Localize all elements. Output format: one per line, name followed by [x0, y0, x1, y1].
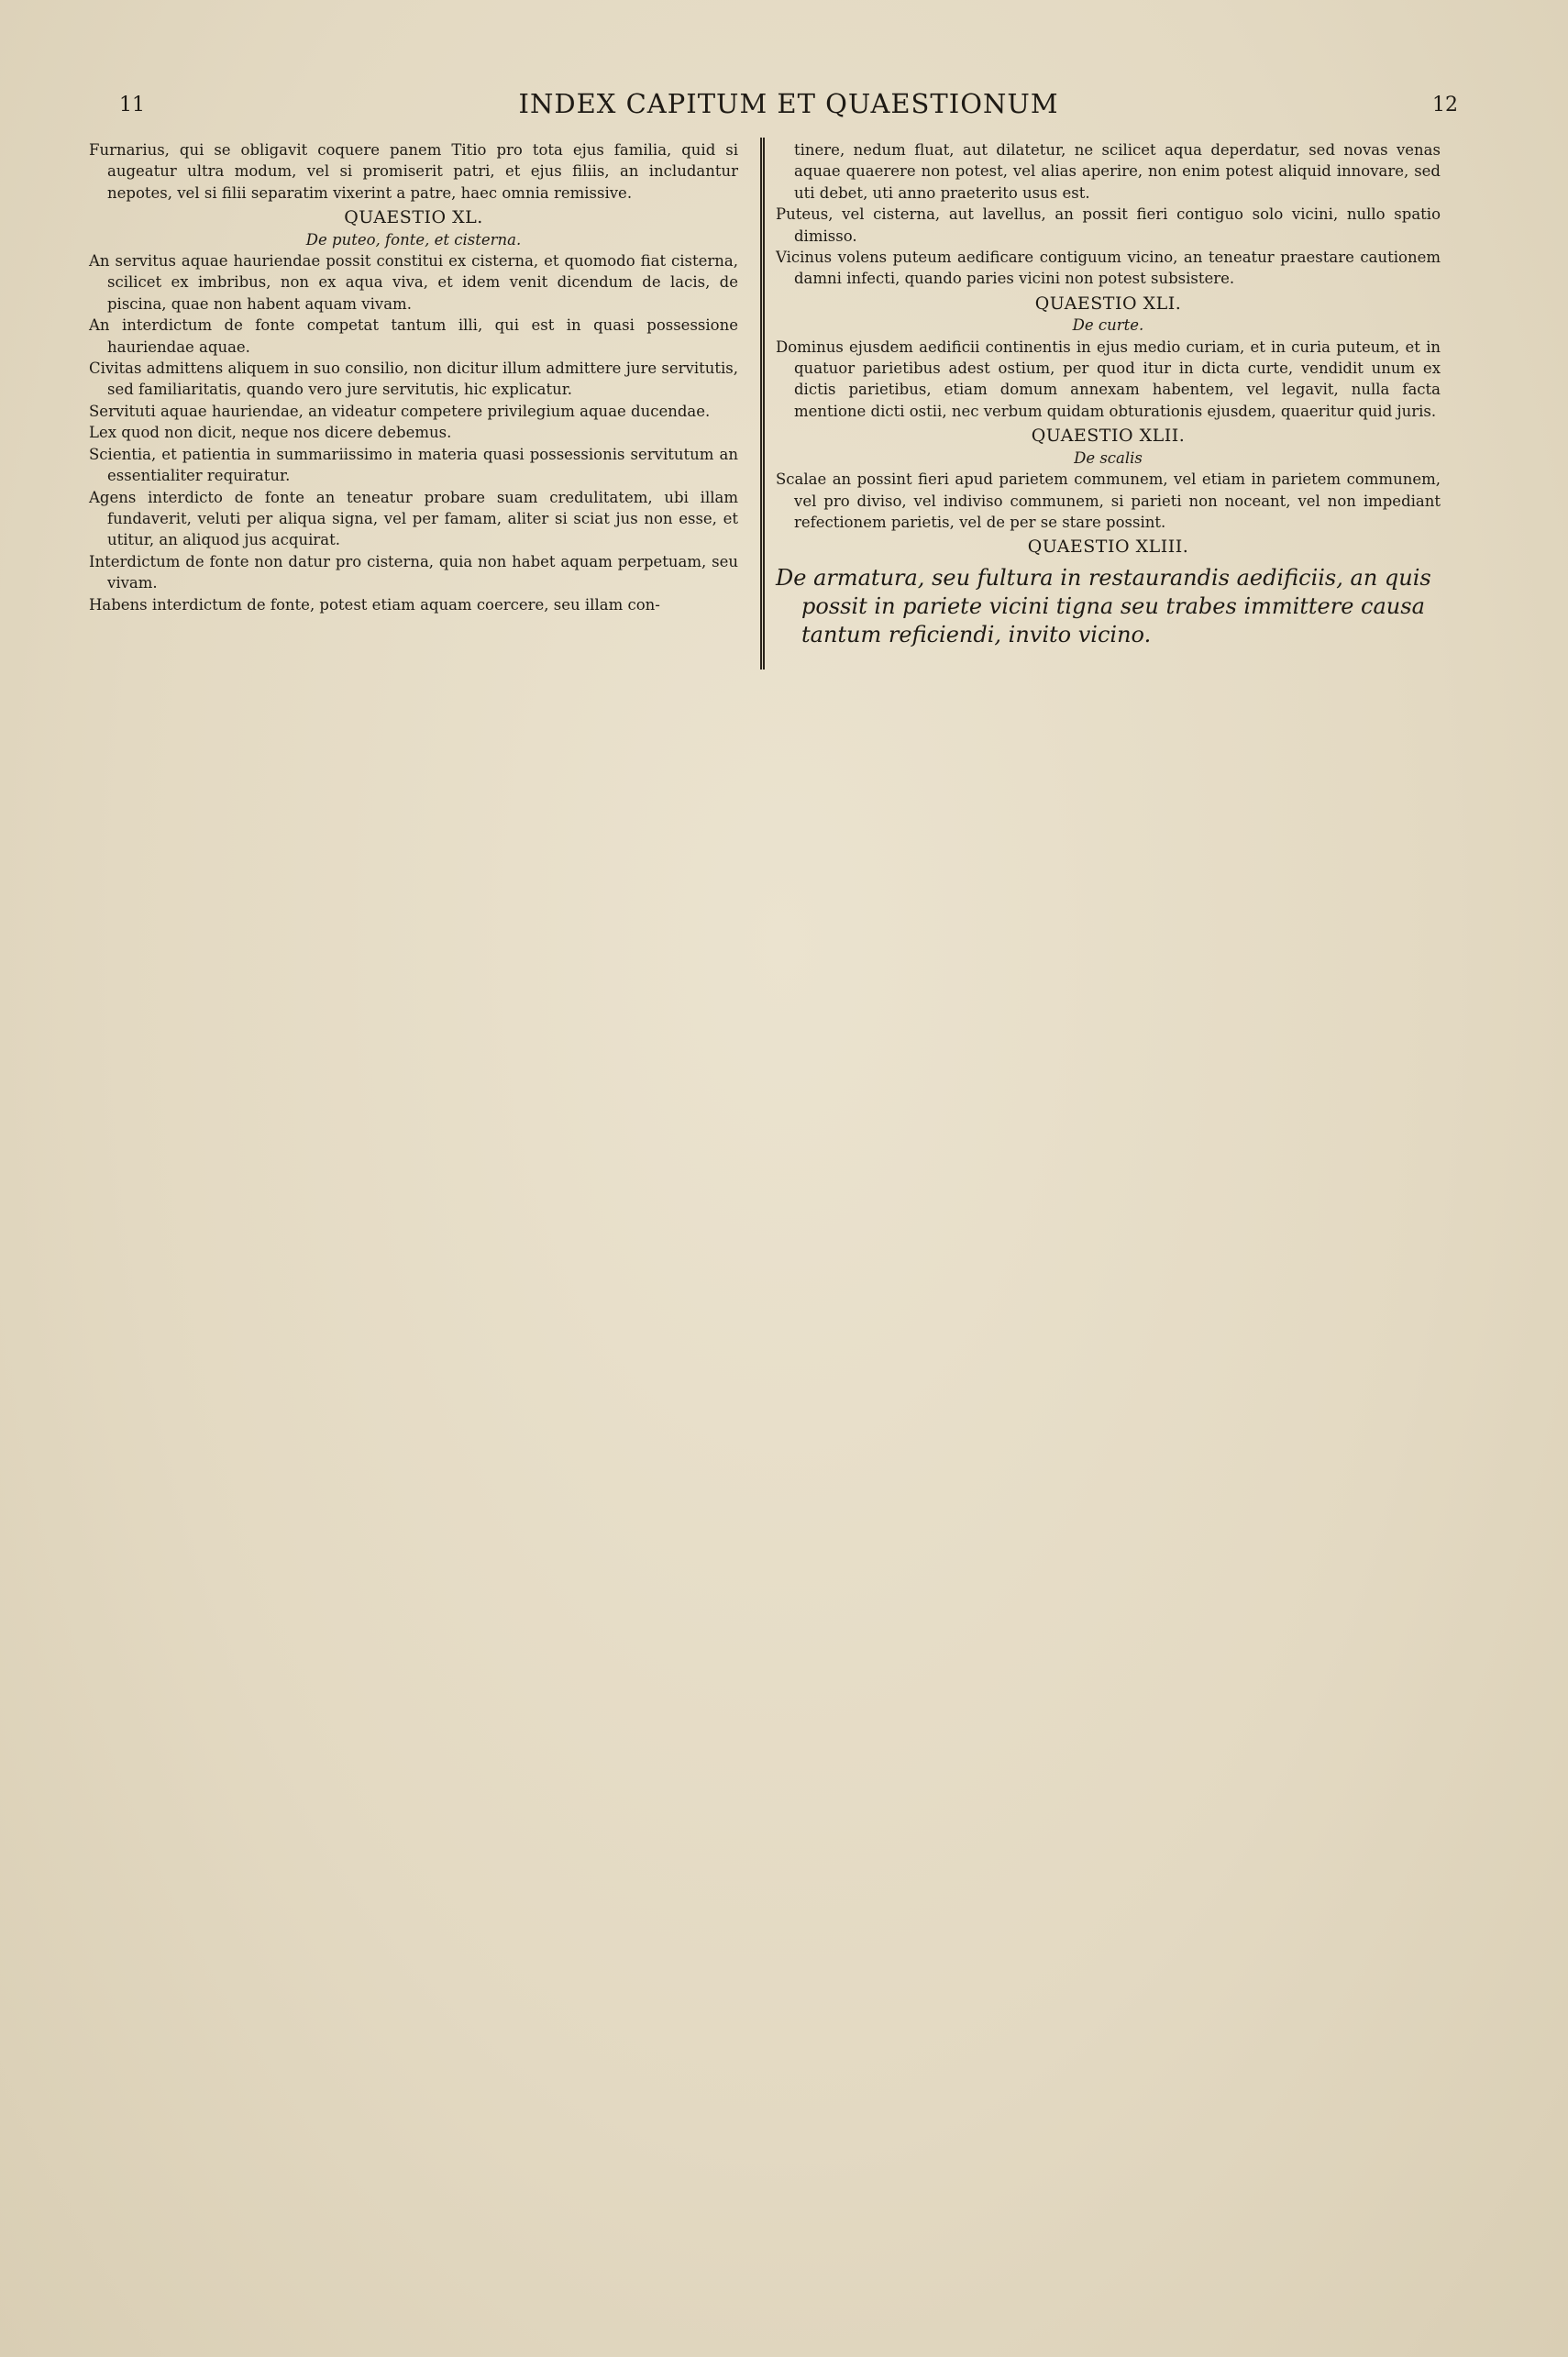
page-number-left: 11 [119, 94, 145, 116]
index-entry: Puteus, vel cisterna, aut lavellus, an possit fieri contiguo solo vicini, nullo spatio dimisso. [776, 205, 1441, 245]
index-entry: tinere, nedum fluat, aut dilatetur, ne scilicet aqua deperdatur, sed novas venas aquae quaerere non potest, vel alias aperire, non enim potest aliquid innovare, sed uti debet, uti anno praeterito usus est. [794, 141, 1441, 202]
index-entry: Habens interdictum de fonte, potest etiam aquam coercere, seu illam con- [89, 595, 660, 614]
question-heading: QUAESTIO XLI. [1034, 293, 1182, 314]
question-heading: QUAESTIO XL. [344, 207, 483, 228]
index-entry: Furnarius, qui se obligavit coquere panem Titio pro tota ejus familia, quid si augeatur ultra modum, vel si promiserit patri, et ejus filiis, an includantur nepotes, vel si filii separatim vixerint a patre, haec omnia remissive. [89, 141, 738, 202]
page-header [110, 88, 1467, 125]
left-column [89, 139, 738, 615]
right-column [776, 139, 1441, 649]
index-entry: Agens interdicto de fonte an teneatur probare suam credulitatem, ubi illam fundaverit, veluti per aliqua signa, vel per famam, aliter si sciat jus non esse, et utitur, an aliquod jus acquirat. [89, 488, 738, 549]
question-heading: QUAESTIO XLIII. [1027, 537, 1189, 558]
running-title: INDEX CAPITUM ET QUAESTIONUM [518, 88, 1059, 119]
column-divider [760, 138, 765, 669]
question-subtitle: De curte. [1072, 316, 1144, 335]
question-subtitle: De puteo, fonte, et cisterna. [305, 230, 522, 249]
index-entry: Dominus ejusdem aedificii continentis in ejus medio curiam, et in curia puteum, et in quatuor parietibus adest ostium, per quod itur in dicta curte, vendidit unum ex dictis parietibus, etiam domum annexam habentem, vel legavit, nulla facta mentione dicti ostii, nec verbum quidam obturationis ejusdem, quaeritur quid juris. [776, 338, 1441, 420]
index-entry: An servitus aquae hauriendae possit constitui ex cisterna, et quomodo fiat cisterna, scilicet ex imbribus, non ex aqua viva, et idem venit dicendum de lacis, de piscina, quae non habent aquam vivam. [89, 252, 738, 313]
question-subtitle: De scalis [1074, 448, 1143, 467]
index-entry: Vicinus volens puteum aedificare contiguum vicino, an teneatur praestare cautionem damni infecti, quando paries vicini non potest subsistere. [776, 249, 1441, 288]
index-entry: Interdictum de fonte non datur pro cisterna, quia non habet aquam perpetuam, seu vivam. [89, 552, 738, 592]
index-entry: Servituti aquae hauriendae, an videatur competere privilegium aquae ducendae. [89, 402, 711, 420]
index-entry: Lex quod non dicit, neque nos dicere debemus. [89, 424, 452, 442]
question-heading: QUAESTIO XLII. [1031, 426, 1186, 447]
question-text: De armatura, seu fultura in restaurandis aedificiis, an quis possit in pariete vicini tigna seu trabes immittere causa tantum reficiendi, invito vicino. [776, 564, 1431, 647]
index-entry: Civitas admittens aliquem in suo consilio, non dicitur illum admittere jure servitutis, sed familiaritatis, quando vero jure servitutis, hic explicatur. [89, 360, 738, 399]
index-entry: Scalae an possint fieri apud parietem communem, vel etiam in parietem communem, vel pro diviso, vel indiviso communem, si parieti non noceant, vel non impediant refectionem parietis, vel de per se stare possint. [776, 470, 1441, 531]
page-number-right: 12 [1432, 94, 1458, 116]
index-entry: An interdictum de fonte competat tantum illi, qui est in quasi possessione hauriendae aquae. [89, 316, 738, 356]
index-entry: Scientia, et patientia in summariissimo in materia quasi possessionis servitutum an essentialiter requiratur. [89, 445, 738, 485]
